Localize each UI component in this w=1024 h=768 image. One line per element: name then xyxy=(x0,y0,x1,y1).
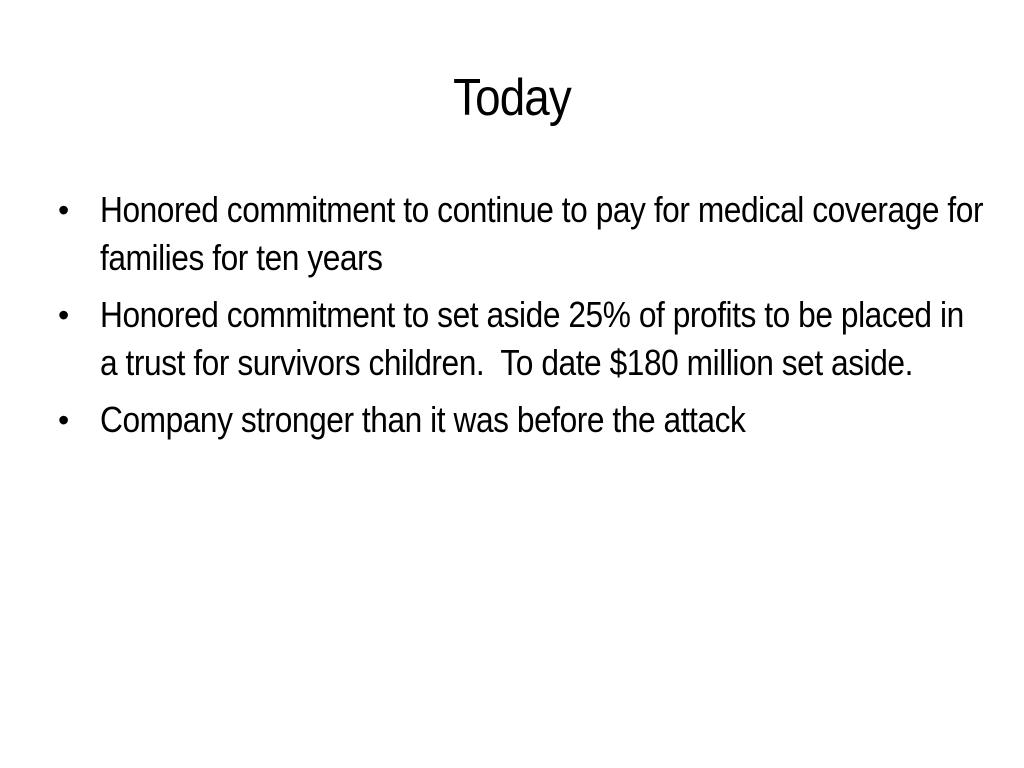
bullet-text: Honored commitment to set aside 25% of profits to be placed in a trust for survivors children. To date $180 million set aside. xyxy=(100,294,973,383)
bullet-text: Company stronger than it was before the attack xyxy=(100,399,746,440)
bullet-item xyxy=(58,186,998,282)
bullet-icon: • xyxy=(58,192,69,228)
slide-title: Today xyxy=(453,69,571,127)
bullet-list xyxy=(58,186,998,444)
bullet-item xyxy=(58,396,998,444)
bullet-item xyxy=(58,291,998,387)
bullet-icon: • xyxy=(58,297,69,333)
bullet-text: Honored commitment to continue to pay for medical coverage for families for ten years xyxy=(100,189,992,278)
bullet-icon: • xyxy=(58,402,69,438)
